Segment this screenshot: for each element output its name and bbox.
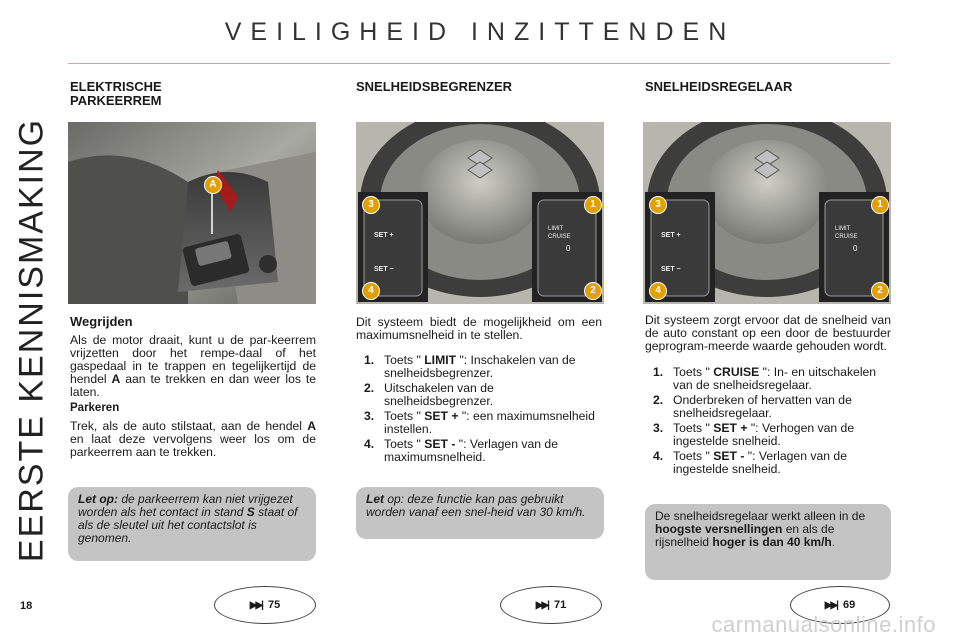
item-key: SET + — [424, 409, 459, 423]
item-number: 2. — [653, 393, 664, 407]
list-item — [645, 450, 891, 476]
note-text-1: De snelheidsregelaar werkt alleen in de — [655, 509, 866, 523]
page-reference-75[interactable] — [214, 586, 316, 624]
forward-arrow-icon: ▶▶| — [824, 599, 837, 611]
item-text: ": een maximumsnelheid instellen. — [384, 409, 595, 436]
badge-2: 2 — [871, 282, 889, 300]
item-number: 4. — [364, 437, 375, 451]
parking-brake-note — [68, 487, 316, 561]
badge-4: 4 — [362, 282, 380, 300]
section-heading-parking-brake: ELEKTRISCHE PARKEERREM — [70, 79, 162, 108]
zero-label: 0 — [566, 244, 571, 253]
speed-limiter-note — [356, 487, 604, 539]
ref-number: 69 — [842, 599, 856, 611]
item-key: LIMIT — [424, 353, 457, 367]
item-text: Toets " — [384, 409, 425, 423]
section-heading-cruise-control: SNELHEIDSREGELAAR — [645, 79, 793, 94]
section-heading-speed-limiter: SNELHEIDSBEGRENZER — [356, 79, 513, 94]
note-text-1: de parkeerrem kan niet vrijgezet worden als het contact in stand — [78, 492, 293, 519]
note-text-3: . — [831, 535, 836, 549]
set-plus-label: SET + — [374, 232, 394, 239]
list-item — [645, 394, 891, 420]
side-title — [6, 117, 58, 563]
parking-brake-illustration — [68, 122, 316, 304]
item-key: SET - — [424, 437, 456, 451]
watermark: carmanualsonline.info — [711, 612, 936, 637]
item-text: ": Verlagen van de maximumsnelheid. — [384, 437, 558, 464]
cruise-control-note — [645, 504, 891, 580]
item-key: SET + — [713, 421, 748, 435]
item-number: 4. — [653, 449, 664, 463]
cruise-control-intro: Dit systeem zorgt ervoor dat de snelheid van de auto constant op een door de bestuurder geprogram-meerde waarde gehouden wordt. — [645, 313, 891, 353]
sub-heading-wegrijden: Wegrijden — [70, 314, 133, 329]
item-number: 2. — [364, 381, 375, 395]
item-text: ": Verhogen van de ingestelde snelheid. — [673, 421, 855, 448]
note-text-2: en als de rijsnelheid — [655, 522, 835, 549]
forward-arrow-icon: ▶▶| — [249, 599, 262, 611]
parkeren-lever-label: A — [307, 419, 316, 433]
cruise-label: CRUISE — [548, 234, 571, 240]
list-item — [356, 354, 602, 380]
item-text: Uitschakelen van de snelheidsbegrenzer. — [384, 381, 494, 408]
note-bold-speed: hoger is dan 40 km/h — [712, 535, 832, 549]
item-number: 3. — [364, 409, 375, 423]
item-key: SET - — [713, 449, 745, 463]
steering-wheel-illustration — [643, 122, 891, 304]
title-divider — [68, 63, 890, 64]
wegrijden-text-2: aan te trekken en dan weer los te laten. — [70, 372, 316, 399]
speed-limiter-list — [356, 354, 602, 466]
item-number: 1. — [653, 365, 664, 379]
page-number: 18 — [20, 600, 33, 612]
list-item — [645, 422, 891, 448]
note-label: Let — [366, 492, 384, 506]
page-reference-71[interactable] — [500, 586, 602, 624]
page-title: VEILIGHEID INZITTENDEN — [224, 18, 736, 46]
wegrijden-text-1: Als de motor draait, kunt u de par-keerrem vrijzetten door het rempe-daal of het gaspedaal in te trappen en tegelijkertijd de hendel — [70, 333, 316, 386]
note-text-2: staat of als de sleutel uit het contactslot is genomen. — [78, 505, 298, 545]
wegrijden-paragraph — [70, 334, 316, 399]
list-item — [645, 366, 891, 392]
item-key: CRUISE — [713, 365, 760, 379]
set-plus-label: SET + — [661, 232, 681, 239]
item-text: ": Inschakelen van de snelheidsbegrenzer. — [384, 353, 576, 380]
badge-2: 2 — [584, 282, 602, 300]
parkeren-text-1: Trek, als de auto stilstaat, aan de hendel — [70, 419, 308, 433]
forward-arrow-icon: ▶▶| — [535, 599, 548, 611]
list-item — [356, 382, 602, 408]
note-bold-s: S — [246, 505, 255, 519]
badge-1: 1 — [871, 196, 889, 214]
cruise-control-photo — [643, 122, 891, 304]
side-title-text: EERSTE KENNISMAKING — [12, 117, 51, 563]
cruise-control-list — [645, 366, 891, 478]
item-text: Toets " — [673, 449, 714, 463]
item-text: Toets " — [384, 437, 425, 451]
item-text: Toets " — [384, 353, 425, 367]
item-text: ": In- en uitschakelen van de snelheidsregelaar. — [673, 365, 877, 392]
badge-4: 4 — [649, 282, 667, 300]
badge-3: 3 — [649, 196, 667, 214]
speed-limiter-photo — [356, 122, 604, 304]
item-number: 1. — [364, 353, 375, 367]
speed-limiter-intro: Dit systeem biedt de mogelijkheid om een maximumsnelheid in te stellen. — [356, 315, 602, 342]
steering-wheel-illustration — [356, 122, 604, 304]
badge-1: 1 — [584, 196, 602, 214]
zero-label: 0 — [853, 244, 858, 253]
note-text: op: deze functie kan pas gebruikt worden vanaf een snel-heid van 30 km/h. — [366, 492, 586, 519]
parkeren-text-2: en laat deze vervolgens weer los om de parkeerrem aan te trekken. — [70, 432, 316, 459]
cruise-label: CRUISE — [835, 234, 858, 240]
ref-number: 71 — [553, 599, 567, 611]
set-minus-label: SET − — [661, 266, 681, 273]
item-text: Toets " — [673, 421, 714, 435]
limit-label: LIMIT — [548, 226, 564, 232]
item-text: Onderbreken of hervatten van de snelheidsregelaar. — [673, 393, 852, 420]
badge-3: 3 — [362, 196, 380, 214]
note-bold-gears: hoogste versnellingen — [655, 522, 783, 536]
item-text: Toets " — [673, 365, 714, 379]
set-minus-label: SET − — [374, 266, 394, 273]
sub-heading-parkeren: Parkeren — [70, 402, 120, 414]
list-item — [356, 438, 602, 464]
list-item — [356, 410, 602, 436]
limit-label: LIMIT — [835, 226, 851, 232]
parking-brake-photo — [68, 122, 316, 304]
item-text: ": Verlagen van de ingestelde snelheid. — [673, 449, 847, 476]
parkeren-paragraph — [70, 420, 316, 459]
note-label: Let op: — [78, 492, 118, 506]
ref-number: 75 — [267, 599, 281, 611]
wegrijden-lever-label: A — [111, 372, 121, 386]
item-number: 3. — [653, 421, 664, 435]
label-a-badge: A — [204, 176, 222, 194]
